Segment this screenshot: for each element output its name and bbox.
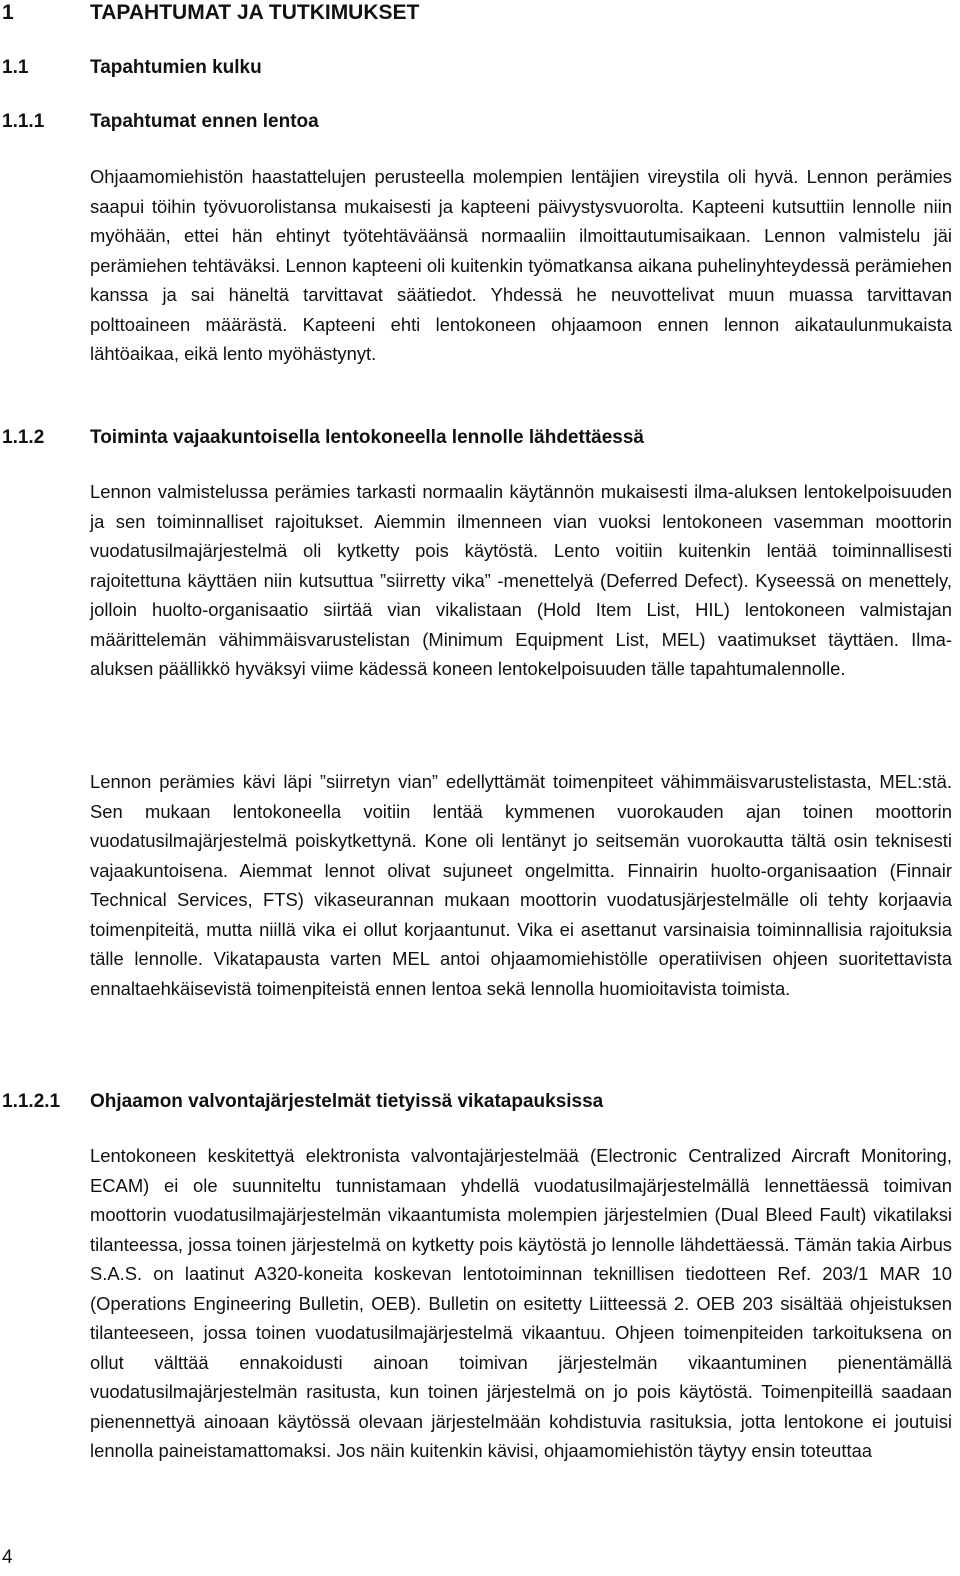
section-number: 1.1.1: [2, 111, 45, 132]
section-number: 1.1: [2, 57, 29, 78]
section-title: Ohjaamon valvontajärjestelmät tietyissä vikatapauksissa: [90, 1091, 604, 1112]
body-paragraph: Lennon perämies kävi läpi ”siirretyn vian” edellyttämät toimenpiteet vähimmäisvarustelistasta, MEL:stä. Sen mukaan lentokoneella voitiin lentää kymmenen vuorokauden ajan toinen moottorin vuodatusilmajärjestelmä poiskytkettynä. Kone oli lentänyt jo seitsemän vuorokautta tältä osin teknisesti vajaakuntoisena. Aiemmat lennot olivat sujuneet ongelmitta. Finnairin huolto-organisaation (Finnair Technical Services, FTS) vikaseurannan mukaan moottorin vuodatusjärjestelmälle oli tehty korjaavia toimenpiteitä, mutta niillä vika ei ollut korjaantunut. Vika ei asettanut varsinaisia toiminnallisia rajoituksia tälle lennolle. Vikatapausta varten MEL antoi ohjaamomiehistölle operatiivisen ohjeen suoritettavista ennaltaehkäisevistä toimenpiteistä ennen lentoa sekä lennolla huomioitavista toimista.: [90, 771, 952, 999]
page-number: 4: [2, 1547, 13, 1568]
body-paragraph: Lennon valmistelussa perämies tarkasti normaalin käytännön mukaisesti ilma-aluksen lentokelpoisuuden ja sen toiminnalliset rajoitukset. Aiemmin ilmenneen vian vuoksi lentokoneen vasemman moottorin vuodatusilmajärjestelmä oli kytketty pois käytöstä. Lento voitiin kuitenkin lentää toiminnallisesti rajoitettuna käyttäen niin kutsuttua ”siirretty vika” -menettelyä (Deferred Defect). Kyseessä on menettely, jolloin huolto-organisaatio siirtää vian vikalistaan (Hold Item List, HIL) lentokoneen valmistajan määrittelemän vähimmäisvarustelistan (Minimum Equipment List, MEL) vaatimukset täyttäen. Ilma-aluksen päällikkö hyväksyi viime kädessä koneen lentokelpoisuuden tälle tapahtumalennolle.: [90, 481, 952, 679]
section-number: 1: [2, 1, 14, 24]
section-title: Tapahtumat ennen lentoa: [90, 111, 319, 132]
body-paragraph: Lentokoneen keskitettyä elektronista valvontajärjestelmää (Electronic Centralized Aircraft Monitoring, ECAM) ei ole suunniteltu tunnistamaan yhdellä vuodatusilmajärjestelmällä lennettäessä toimivan moottorin vuodatusilmajärjestelmän vikaantumista molempien järjestelmien (Dual Bleed Fault) vikatilaksi tilanteessa, jossa toinen järjestelmä on kytketty pois käytöstä jo lennolle lähdettäessä. Tämän takia Airbus S.A.S. on laatinut A320-koneita koskevan lentotoiminnan teknillisen tiedotteen Ref. 203/1 MAR 10 (Operations Engineering Bulletin, OEB). Bulletin on esitetty Liitteessä 2. OEB 203 sisältää ohjeistuksen tilanteeseen, jossa toinen vuodatusilmajärjestelmä vikaantuu. Ohjeen toimenpiteiden tarkoituksena on ollut välttää ennakoidusti ainoan toimivan järjestelmän vikaantuminen pienentämällä vuodatusilmajärjestelmän rasitusta, kun toinen järjestelmä on jo pois käytöstä. Toimenpiteillä saadaan pienennettyä ainoaan käytössä olevaan järjestelmään kohdistuvia rasituksia, jotta lentokone ei joutuisi lennolla paineistamattomaksi. Jos näin kuitenkin kävisi, ohjaamomiehistön täytyy ensin toteuttaa: [90, 1145, 952, 1461]
section-title: Tapahtumien kulku: [90, 57, 262, 78]
section-title: TAPAHTUMAT JA TUTKIMUKSET: [90, 1, 420, 24]
section-number: 1.1.2.1: [2, 1091, 61, 1112]
body-paragraph: Ohjaamomiehistön haastattelujen perusteella molempien lentäjien vireystila oli hyvä. Lennon perämies saapui töihin työvuorolistansa mukaisesti ja kapteeni päivystysvuorolta. Kapteeni kutsuttiin lennolle niin myöhään, ettei hän ehtinyt työtehtäväänsä normaaliin ilmoittautumisaikaan. Lennon valmistelu jäi perämiehen tehtäväksi. Lennon kapteeni oli kuitenkin työmatkansa aikana puhelinyhteydessä perämiehen kanssa ja sai häneltä tarvittavat säätiedot. Yhdessä he neuvottelivat muun muassa tarvittavan polttoaineen määrästä. Kapteeni ehti lentokoneen ohjaamoon ennen lennon aikataulunmukaista lähtöaikaa, eikä lento myöhästynyt.: [90, 166, 952, 364]
section-number: 1.1.2: [2, 427, 45, 448]
section-title: Toiminta vajaakuntoisella lentokoneella lennolle lähdettäessä: [90, 427, 644, 448]
